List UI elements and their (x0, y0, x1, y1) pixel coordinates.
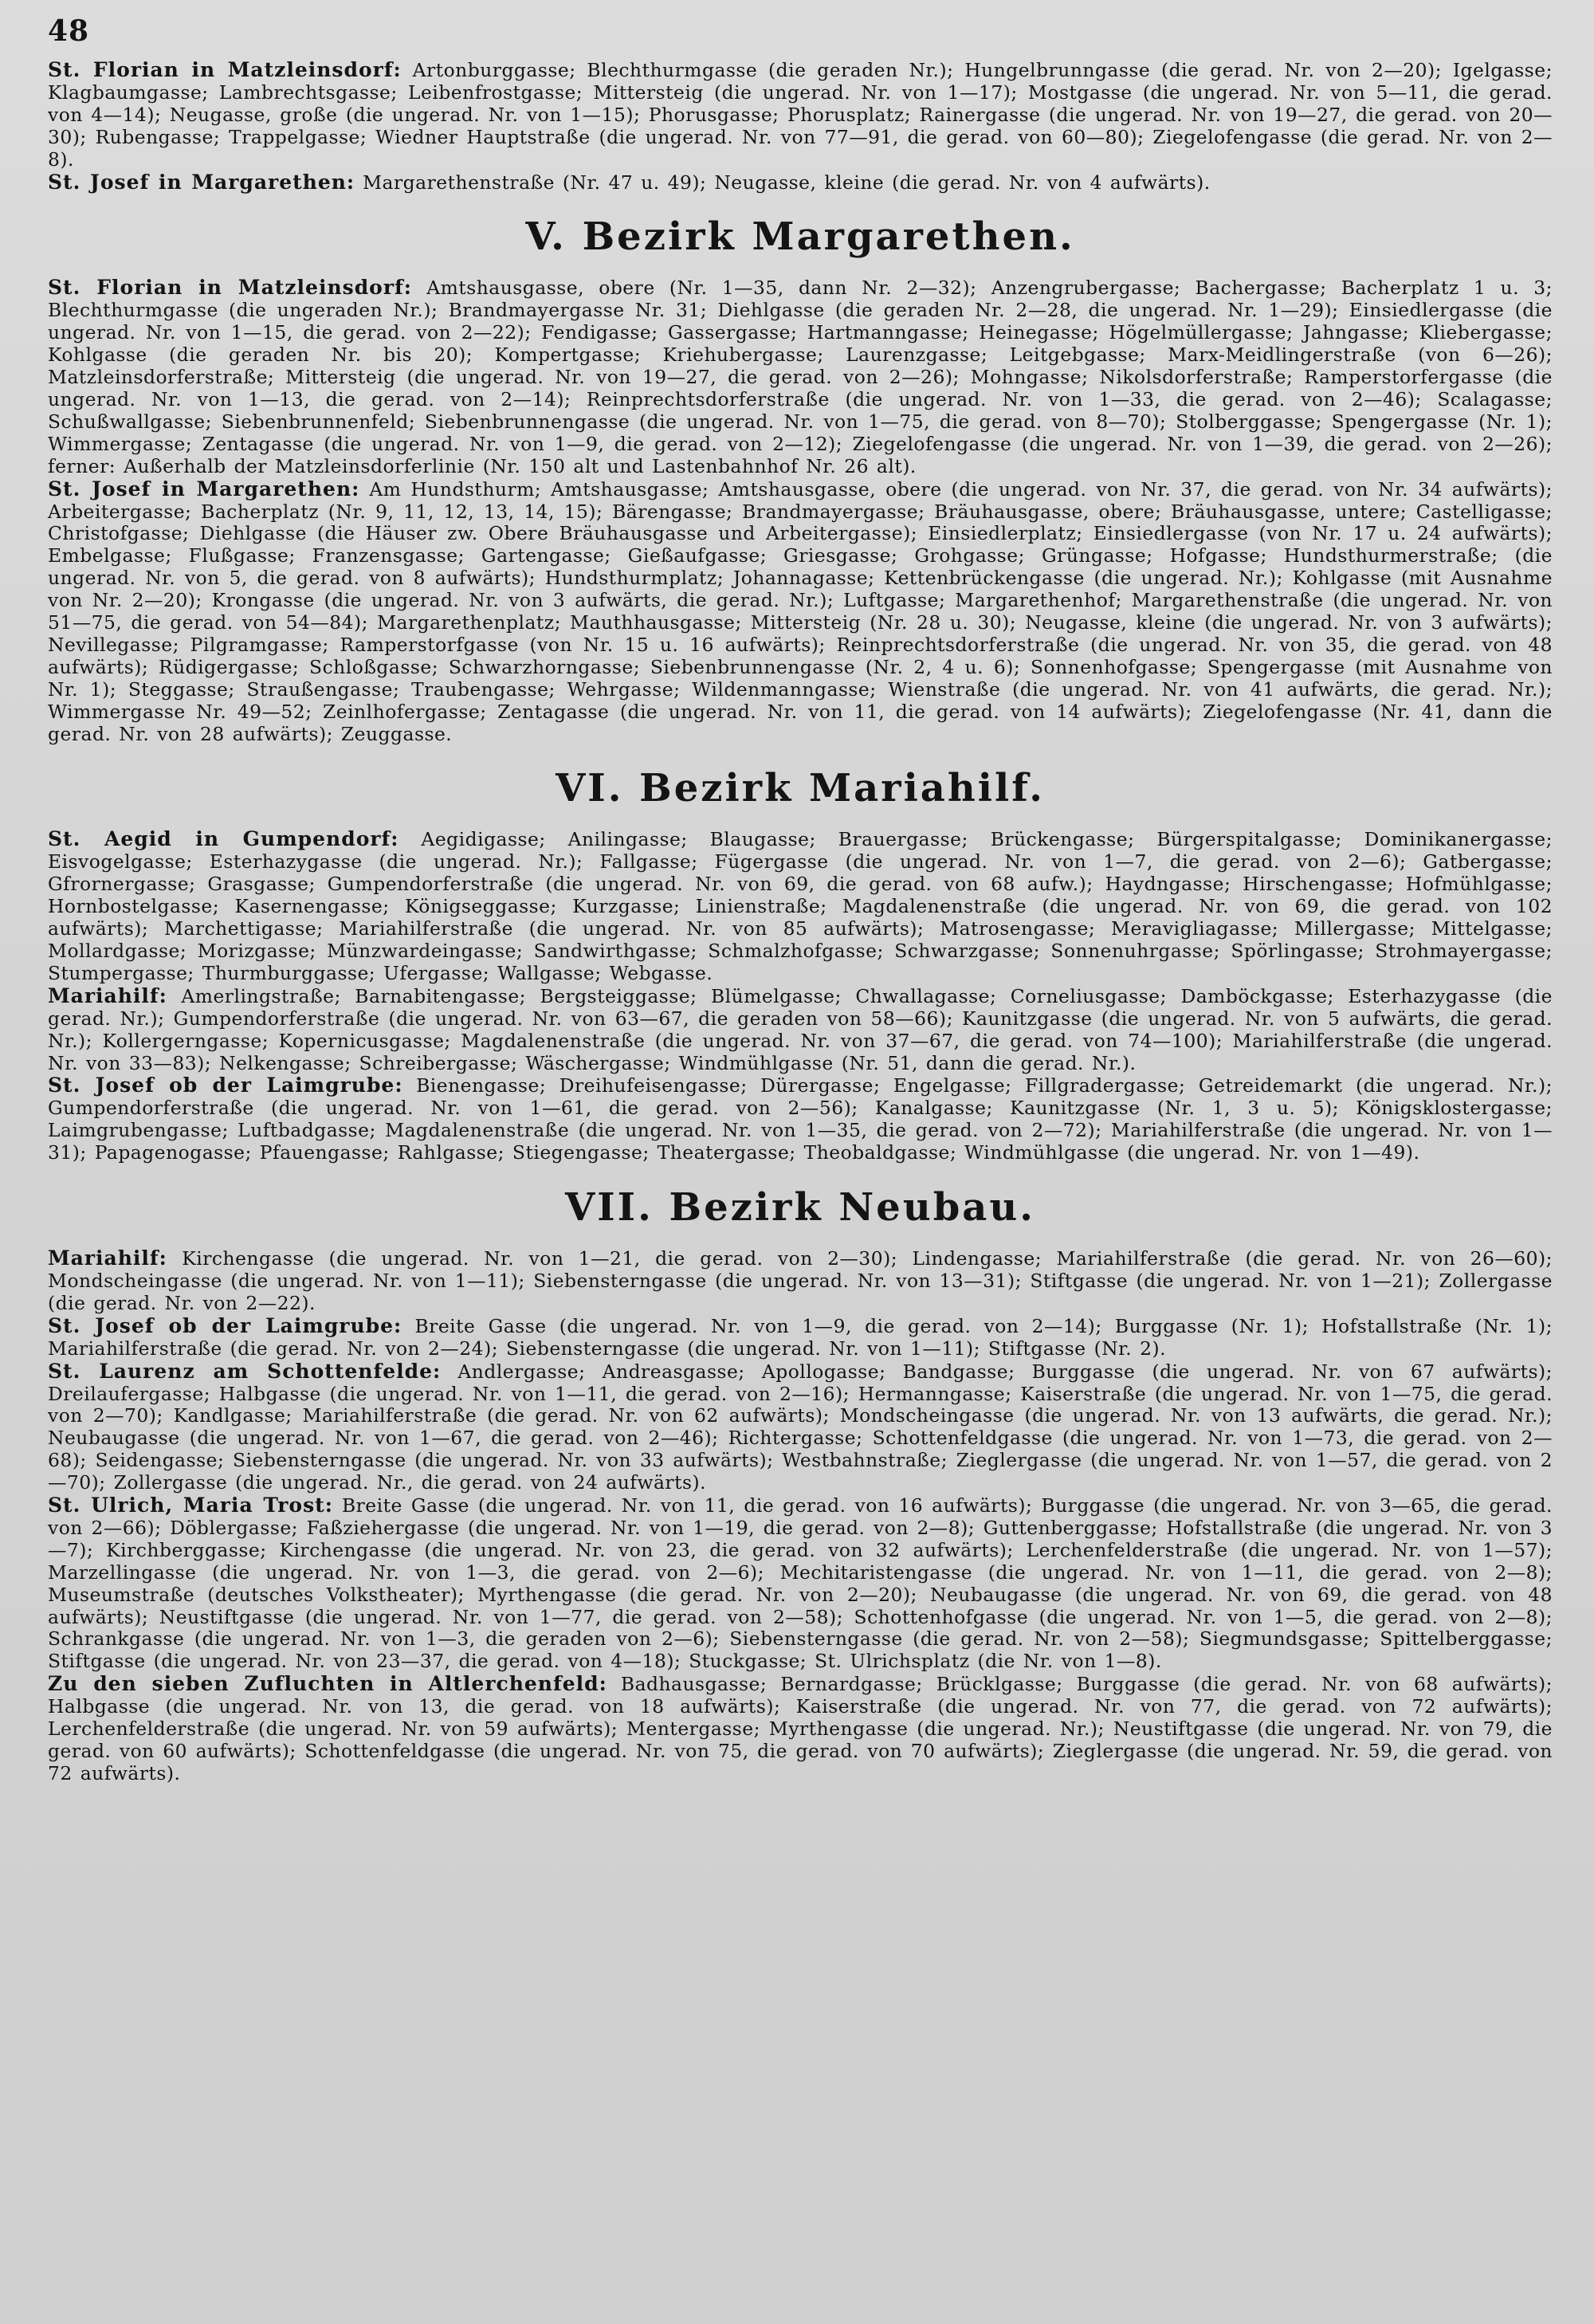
district-heading: VII. Bezirk Neubau. (564, 1185, 1035, 1231)
parish-entry (48, 985, 1553, 1075)
parish-entry (48, 277, 1553, 477)
street-list: Artonburggasse; Blechthurmgasse (die geraden Nr.); Hungelbrunngasse (die gerad. Nr. von 2—20); Igelgasse; Klagbaumgasse; Lambrechtsgasse; Leibenfrostgasse; Mittersteig (die ungerad. Nr. von 1—17); Mostgasse (die ungerad. Nr. von 5—11, die gerad. von 4—14); Neugasse, große (die ungerad. Nr. von 1—15); Phorusgasse; Phorusplatz; Rainergasse (die ungerad. Nr. von 19—27, die gerad. von 20—30); Rubengasse; Trappelgasse; Wiedner Hauptstraße (die ungerad. Nr. von 77—91, die gerad. von 60—80); Ziegelofengasse (die gerad. Nr. von 2—8). (48, 59, 1553, 171)
street-list: Margarethenstraße (Nr. 47 u. 49); Neugasse, kleine (die gerad. Nr. von 4 aufwärts). (363, 171, 1211, 194)
parish-entry (48, 171, 1553, 194)
section-continuation (48, 59, 1553, 194)
page-number: 48 (48, 14, 90, 48)
parish-name: St. Josef ob der Laimgrube: (48, 1074, 403, 1097)
parish-name: St. Josef in Margarethen: (48, 477, 360, 501)
street-list: Am Hundsthurm; Amtshausgasse; Amtshausgasse, obere (die ungerad. von Nr. 37, die gerad. von Nr. 34 aufwärts); Arbeitergasse; Bacherplatz (Nr. 9, 11, 12, 13, 14, 15); Bärengasse; Brandmayergasse; Bräuhausgasse, obere; Bräuhausgasse, untere; Castelligasse; Christofgasse; Diehlgasse (die Häuser zw. Obere Bräuhausgasse und Arbeitergasse); Einsiedlerplatz; Einsiedlergasse (von Nr. 17 u. 24 aufwärts); Embelgasse; Flußgasse; Franzensgasse; Gartengasse; Gießaufgasse; Griesgasse; Grohgasse; Grüngasse; Hofgasse; Hundsthurmerstraße; (die ungerad. Nr. von 5, die gerad. von 8 aufwärts); Hundsthurmplatz; Johannagasse; Kettenbrückengasse (die ungerad. Nr.); Kohlgasse (mit Ausnahme von Nr. 2—20); Krongasse (die ungerad. Nr. von 3 aufwärts, die gerad. Nr.); Luftgasse; Margarethenhof; Margarethenstraße (die ungerad. Nr. von 51—75, die gerad. von 54—84); Margarethenplatz; Mauthhausgasse; Mittersteig (Nr. 28 u. 30); Neugasse, kleine (die ungerad. Nr. von 3 aufwärts); Nevillegasse; Pilgramgasse; Ramperstorfgasse (von Nr. 15 u. 16 aufwärts); Reinprechtsdorferstraße (die ungerad. Nr. von 35, die gerad. von 48 aufwärts); Rüdigergasse; Schloßgasse; Schwarzhorngasse; Siebenbrunnengasse (Nr. 2, 4 u. 6); Sonnenhofgasse; Spengergasse (mit Ausnahme von Nr. 1); Steggasse; Straußengasse; Traubengasse; Wehrgasse; Wildenmanngasse; Wienstraße (die ungerad. Nr. von 41 aufwärts, die gerad. Nr.); Wimmergasse Nr. 49—52; Zeinlhofergasse; Zentagasse (die ungerad. Nr. von 11, die gerad. von 14 aufwärts); Ziegelofengasse (Nr. 41, dann die gerad. Nr. von 28 aufwärts); Zeuggasse. (48, 477, 1553, 745)
street-list: Bienengasse; Dreihufeisengasse; Dürergasse; Engelgasse; Fillgradergasse; Getreidemarkt (die ungerad. Nr.); Gumpendorferstraße (die ungerad. Nr. von 1—61, die gerad. von 2—56); Kanalgasse; Kaunitzgasse (Nr. 1, 3 u. 5); Königsklostergasse; Laimgrubengasse; Luftbadgasse; Magdalenenstraße (die ungerad. Nr. von 1—35, die gerad. von 2—72); Mariahilferstraße (die ungerad. Nr. von 1—31); Papagenogasse; Pfauengasse; Rahlgasse; Stiegengasse; Theatergasse; Theobaldgasse; Windmühlgasse (die ungerad. Nr. von 1—49). (48, 1074, 1553, 1164)
street-list: Breite Gasse (die ungerad. Nr. von 1—9, die gerad. von 2—14); Burggasse (Nr. 1); Hofstallstraße (Nr. 1); Mariahilferstraße (die gerad. Nr. von 2—24); Siebensterngasse (die ungerad. Nr. von 1—11); Stiftgasse (Nr. 2). (48, 1314, 1553, 1360)
parish-name: St. Florian in Matzleinsdorf: (48, 58, 402, 81)
district-heading: V. Bezirk Margarethen. (525, 214, 1075, 260)
parish-entry (48, 828, 1553, 984)
parish-entry (48, 59, 1553, 171)
street-list: Andlergasse; Andreasgasse; Apollogasse; Bandgasse; Burggasse (die ungerad. Nr. von 67 aufwärts); Dreilaufergasse; Halbgasse (die ungerad. Nr. von 1—11, die gerad. von 2—16); Hermanngasse; Kaiserstraße (die ungerad. Nr. von 1—75, die gerad. von 2—70); Kandlgasse; Mariahilferstraße (die gerad. Nr. von 62 aufwärts); Mondscheingasse (die ungerad. Nr. von 13 aufwärts, die gerad. Nr.); Neubaugasse (die ungerad. Nr. von 1—67, die gerad. von 2—46); Richtergasse; Schottenfeldgasse (die ungerad. Nr. von 1—73, die gerad. von 2—68); Seidengasse; Siebensterngasse (die ungerad. Nr. von 33 aufwärts); Westbahnstraße; Zieglergasse (die ungerad. Nr. von 1—57, die gerad. von 2—70); Zollergasse (die ungerad. Nr., die gerad. von 24 aufwärts). (48, 1360, 1553, 1494)
section-district-v (48, 214, 1553, 745)
section-district-vii (48, 1185, 1553, 1785)
parish-entry (48, 1247, 1553, 1315)
parish-name: St. Aegid in Gumpendorf: (48, 827, 399, 851)
parish-entry (48, 1360, 1553, 1494)
section-district-vi (48, 766, 1553, 1164)
parish-entry (48, 1673, 1553, 1785)
parish-name: Mariahilf: (48, 983, 167, 1007)
parish-entry (48, 478, 1553, 746)
street-list: Aegidigasse; Anilingasse; Blaugasse; Brauergasse; Brückengasse; Bürgerspitalgasse; Dominikanergasse; Eisvogelgasse; Esterhazygasse (die ungerad. Nr.); Fallgasse; Fügergasse (die ungerad. Nr. von 1—7, die gerad. von 2—6); Gatbergasse; Gfrornergasse; Grasgasse; Gumpendorferstraße (die ungerad. Nr. von 69, die gerad. von 68 aufw.); Haydngasse; Hirschengasse; Hofmühlgasse; Hornbostelgasse; Kasernengasse; Königseggasse; Kurzgasse; Linienstraße; Magdalenenstraße (die ungerad. Nr. von 69, die gerad. von 102 aufwärts); Marchettigasse; Mariahilferstraße (die ungerad. Nr. von 85 aufwärts); Matrosengasse; Meravigliagasse; Millergasse; Mittelgasse; Mollardgasse; Morizgasse; Münzwardeingasse; Sandwirthgasse; Schmalzhofgasse; Schwarzgasse; Sonnenuhrgasse; Spörlingasse; Strohmayergasse; Stumpergasse; Thurmburggasse; Ufergasse; Wallgasse; Webgasse. (48, 828, 1553, 984)
street-list: Breite Gasse (die ungerad. Nr. von 11, die gerad. von 16 aufwärts); Burggasse (die ungerad. Nr. von 3—65, die gerad. von 2—66); Döblergasse; Faßziehergasse (die ungerad. Nr. von 1—19, die gerad. von 2—8); Guttenberggasse; Hofstallstraße (die ungerad. Nr. von 3—7); Kirchberggasse; Kirchengasse (die ungerad. Nr. von 23, die gerad. von 32 aufwärts); Lerchenfelderstraße (die ungerad. Nr. von 1—57); Marzellingasse (die ungerad. Nr. von 1—3, die gerad. von 2—6); Mechitaristengasse (die ungerad. Nr. von 1—11, die gerad. von 2—8); Museumstraße (deutsches Volkstheater); Myrthengasse (die gerad. Nr. von 2—20); Neubaugasse (die ungerad. Nr. von 69, die gerad. von 48 aufwärts); Neustiftgasse (die ungerad. Nr. von 1—77, die gerad. von 2—58); Schottenhofgasse (die ungerad. Nr. von 1—5, die gerad. von 2—8); Schrankgasse (die ungerad. Nr. von 1—3, die geraden von 2—6); Siebensterngasse (die gerad. Nr. von 2—58); Siegmundsgasse; Spittelberggasse; Stiftgasse (die ungerad. Nr. von 23—37, die gerad. von 4—18); Stuckgasse; St. Ulrichsplatz (die Nr. von 1—8). (48, 1494, 1553, 1673)
parish-name: St. Florian in Matzleinsdorf: (48, 276, 413, 300)
parish-name: St. Josef in Margarethen: (48, 170, 355, 194)
parish-entry (48, 1074, 1553, 1164)
district-heading: VI. Bezirk Mariahilf. (556, 766, 1045, 811)
parish-entry (48, 1494, 1553, 1673)
street-list: Badhausgasse; Bernardgasse; Brücklgasse; Burggasse (die gerad. Nr. von 68 aufwärts); Halbgasse (die ungerad. Nr. von 13, die gerad. von 18 aufwärts); Kaiserstraße (die ungerad. Nr. von 77, die gerad. von 72 aufwärts); Lerchenfelderstraße (die ungerad. Nr. von 59 aufwärts); Mentergasse; Myrthengasse (die ungerad. Nr.); Neustiftgasse (die ungerad. Nr. von 79, die gerad. von 60 aufwärts); Schottenfeldgasse (die ungerad. Nr. von 75, die gerad. von 70 aufwärts); Zieglergasse (die ungerad. Nr. 59, die gerad. von 72 aufwärts). (48, 1673, 1553, 1784)
parish-name: St. Laurenz am Schottenfelde: (48, 1359, 442, 1383)
street-list: Kirchengasse (die ungerad. Nr. von 1—21, die gerad. von 2—30); Lindengasse; Mariahilferstraße (die gerad. Nr. von 26—60); Mondscheingasse (die ungerad. Nr. von 1—11); Siebensterngasse (die ungerad. Nr. von 13—31); Stiftgasse (die ungerad. Nr. von 1—21); Zollergasse (die gerad. Nr. von 2—22). (48, 1247, 1553, 1314)
parish-name: St. Josef ob der Laimgrube: (48, 1313, 402, 1337)
street-list: Amerlingstraße; Barnabitengasse; Bergsteiggasse; Blümelgasse; Chwallagasse; Corneliusgasse; Damböckgasse; Esterhazygasse (die gerad. Nr.); Gumpendorferstraße (die ungerad. Nr. von 63—67, die geraden von 58—66); Kaunitzgasse (die ungerad. Nr. von 5 aufwärts, die gerad. Nr.); Kollergerngasse; Kopernicusgasse; Magdalenenstraße (die ungerad. Nr. von 37—67, die gerad. von 74—100); Mariahilferstraße (die ungerad. Nr. von 33—83); Nelkengasse; Schreibergasse; Wäschergasse; Windmühlgasse (Nr. 51, dann die gerad. Nr.). (48, 984, 1553, 1074)
parish-name: Mariahilf: (48, 1246, 167, 1270)
street-list: Amtshausgasse, obere (Nr. 1—35, dann Nr. 2—32); Anzengrubergasse; Bachergasse; Bacherplatz 1 u. 3; Blechthurmgasse (die ungeraden Nr.); Brandmayergasse Nr. 31; Diehlgasse (die geraden Nr. 2—28, die ungerad. Nr. 1—29); Einsiedlergasse (die ungerad. Nr. von 1—15, die gerad. von 2—22); Fendigasse; Gassergasse; Hartmanngasse; Heinegasse; Högelmüllergasse; Jahngasse; Kliebergasse; Kohlgasse (die geraden Nr. bis 20); Kompertgasse; Kriehubergasse; Laurenzgasse; Leitgebgasse; Marx-Meidlingerstraße (von 6—26); Matzleinsdorferstraße; Mittersteig (die ungerad. Nr. von 19—27, die gerad. von 2—26); Mohngasse; Nikolsdorferstraße; Ramperstorfergasse (die ungerad. Nr. von 1—13, die gerad. von 2—14); Reinprechtsdorferstraße (die ungerad. Nr. von 1—33, die gerad. von 2—46); Scalagasse; Schußwallgasse; Siebenbrunnenfeld; Siebenbrunnengasse (die ungerad. Nr. von 1—75, die gerad. von 8—70); Stolberggasse; Spengergasse (Nr. 1); Wimmergasse; Zentagasse (die ungerad. Nr. von 1—9, die gerad. von 2—12); Ziegelofengasse (die ungerad. Nr. von 1—39, die gerad. von 2—26); ferner: Außerhalb der Matzleinsdorferlinie (Nr. 150 alt und Lastenbahnhof Nr. 26 alt). (48, 277, 1553, 477)
parish-name: Zu den sieben Zufluchten in Altlerchenfeld: (48, 1672, 607, 1696)
parish-entry (48, 1315, 1553, 1360)
parish-name: St. Ulrich, Maria Trost: (48, 1494, 333, 1517)
